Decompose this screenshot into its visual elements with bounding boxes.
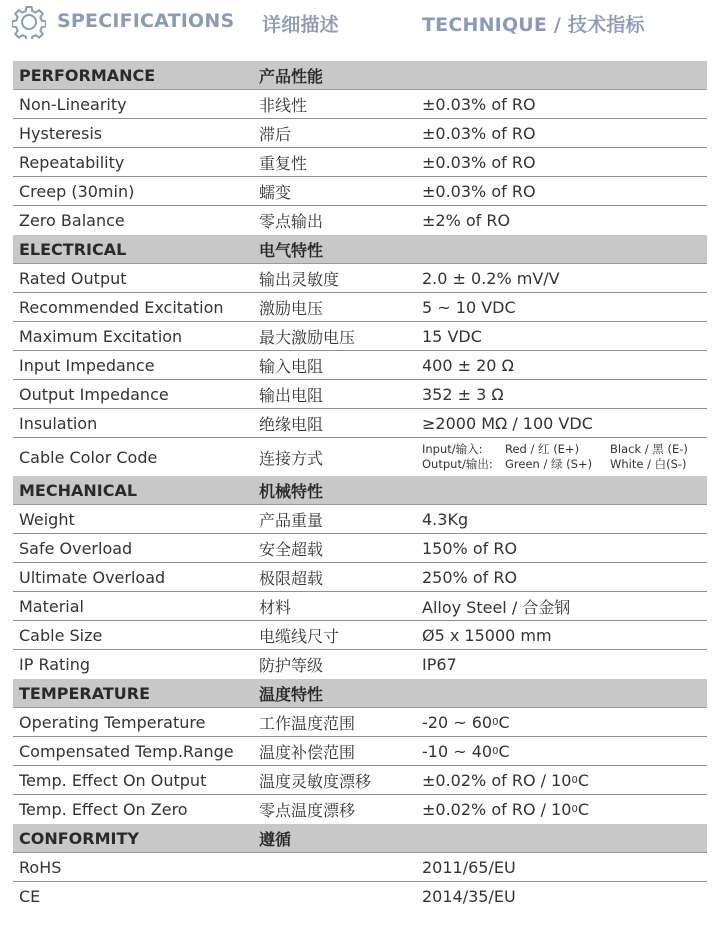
param-name: Output Impedance: [19, 384, 169, 404]
table-row: [13, 882, 707, 911]
section-header-mechanical: [13, 476, 707, 505]
param-name: Ultimate Overload: [19, 567, 166, 587]
param-value: 4.3Kg: [422, 509, 469, 529]
param-name: Input Impedance: [19, 355, 155, 375]
param-name: Temp. Effect On Output: [19, 770, 207, 790]
table-row: [13, 737, 707, 766]
section-header-conformity: [13, 824, 707, 853]
table-row: [13, 766, 707, 795]
param-value: ±0.03% of RO: [422, 152, 536, 172]
title-specifications-cn: 详细描述: [262, 14, 339, 36]
param-name-cn: 最大激励电压: [259, 327, 356, 347]
param-name-cn: 蠕变: [259, 182, 292, 202]
table-row: [13, 380, 707, 409]
section-label: ELECTRICAL: [19, 239, 127, 259]
param-name: Weight: [19, 509, 75, 529]
table-row: [13, 621, 707, 650]
param-value: -20 ~ 60 0 C: [422, 712, 510, 732]
table-row: [13, 264, 707, 293]
param-name: Operating Temperature: [19, 712, 206, 732]
section-label-cn: 机械特性: [259, 481, 324, 501]
param-name: IP Rating: [19, 655, 91, 674]
param-name-cn: 材料: [259, 597, 292, 617]
cable-output-label: Output/输出:: [422, 457, 493, 471]
param-value: IP67: [422, 655, 457, 674]
param-value: 2.0 ± 0.2% mV/V: [422, 268, 560, 288]
title-technique: TECHNIQUE / 技术指标: [422, 14, 645, 36]
param-name: Hysteresis: [19, 123, 103, 143]
section-label-cn: 电气特性: [259, 240, 324, 260]
param-name-cn: 产品重量: [259, 510, 324, 530]
cable-output-negative: White / 白(S-): [610, 457, 687, 471]
param-value: ±0.03% of RO: [422, 94, 536, 114]
param-name: Cable Color Code: [19, 447, 158, 467]
cable-input-label: Input/输入:: [422, 442, 483, 456]
cable-input-negative: Black / 黑 (E-): [610, 442, 688, 456]
table-row: [13, 592, 707, 621]
table-row: [13, 351, 707, 380]
table-row: [13, 409, 707, 438]
param-name-cn: 电缆线尺寸: [259, 626, 340, 646]
table-row: [13, 505, 707, 534]
param-name: Recommended Excitation: [19, 297, 224, 317]
param-name: Creep (30min): [19, 181, 135, 201]
spec-table: [13, 61, 707, 911]
param-name-cn: 零点输出: [259, 212, 324, 231]
cable-color-code: [422, 442, 707, 472]
param-name: Material: [19, 596, 84, 616]
param-name: Repeatability: [19, 152, 125, 172]
table-row: [13, 534, 707, 563]
table-row: [13, 563, 707, 592]
table-row: [13, 119, 707, 148]
param-name: Temp. Effect On Zero: [19, 800, 188, 819]
param-value: 150% of RO: [422, 538, 518, 558]
param-value: Ø5 x 15000 mm: [422, 625, 552, 645]
param-value: 250% of RO: [422, 567, 518, 587]
gear-icon: [12, 5, 46, 39]
table-row-cable-color: [13, 438, 707, 476]
title-specifications: SPECIFICATIONS: [57, 10, 235, 32]
param-name: Non-Linearity: [19, 94, 127, 114]
table-row: [13, 322, 707, 351]
section-label: MECHANICAL: [19, 480, 138, 500]
table-row: [13, 650, 707, 679]
param-value: Alloy Steel / 合金钢: [422, 597, 571, 617]
section-header-temperature: [13, 679, 707, 708]
param-name: Insulation: [19, 413, 98, 433]
section-label: CONFORMITY: [19, 828, 139, 848]
param-name: Zero Balance: [19, 211, 125, 230]
param-value: 15 VDC: [422, 326, 482, 346]
param-name-cn: 防护等级: [259, 656, 324, 675]
cable-input-line: [422, 442, 707, 457]
section-label-cn: 产品性能: [259, 66, 324, 86]
param-name-cn: 激励电压: [259, 298, 324, 318]
param-name: Safe Overload: [19, 538, 133, 558]
param-name: Compensated Temp.Range: [19, 741, 234, 761]
param-name-cn: 输出电阻: [259, 385, 324, 405]
cable-input-positive: Red / 红 (E+): [505, 442, 580, 456]
section-label: PERFORMANCE: [19, 65, 156, 85]
section-header-performance: [13, 61, 707, 90]
param-value: 2014/35/EU: [422, 887, 516, 906]
param-value: ≥2000 MΩ / 100 VDC: [422, 413, 593, 433]
param-value: ±0.02% of RO / 10 0 C: [422, 800, 590, 819]
param-name-cn: 极限超载: [259, 568, 324, 588]
table-row: [13, 90, 707, 119]
param-value: ±0.03% of RO: [422, 123, 536, 143]
param-name-cn: 重复性: [259, 153, 308, 173]
param-name: CE: [19, 887, 41, 906]
param-value: -10 ~ 40 0 C: [422, 741, 510, 761]
table-row: [13, 853, 707, 882]
param-name-cn: 输出灵敏度: [259, 269, 340, 289]
param-name: Cable Size: [19, 625, 103, 645]
param-name-cn: 零点温度漂移: [259, 801, 356, 820]
param-name-cn: 绝缘电阻: [259, 414, 324, 434]
param-value: 400 ± 20 Ω: [422, 355, 514, 375]
table-row: [13, 293, 707, 322]
cable-output-positive: Green / 绿 (S+): [505, 457, 593, 471]
table-row: [13, 206, 707, 235]
param-name-cn: 温度灵敏度漂移: [259, 771, 372, 791]
section-header-electrical: [13, 235, 707, 264]
param-value: 5 ~ 10 VDC: [422, 297, 516, 317]
page-header: [0, 0, 724, 44]
param-name: Rated Output: [19, 268, 127, 288]
param-name: RoHS: [19, 857, 62, 877]
param-name-cn: 安全超载: [259, 539, 324, 559]
section-label-cn: 温度特性: [259, 684, 324, 704]
param-value: ±2% of RO: [422, 211, 511, 230]
table-row: [13, 148, 707, 177]
table-row: [13, 177, 707, 206]
param-name-cn: 连接方式: [259, 448, 324, 468]
table-row: [13, 708, 707, 737]
cable-output-line: [422, 457, 707, 472]
param-value: 352 ± 3 Ω: [422, 384, 504, 404]
param-name-cn: 温度补偿范围: [259, 742, 356, 762]
param-value: ±0.02% of RO / 10 0 C: [422, 770, 590, 790]
param-name-cn: 输入电阻: [259, 356, 324, 376]
param-name-cn: 工作温度范围: [259, 713, 356, 733]
section-label: TEMPERATURE: [19, 683, 151, 703]
section-label-cn: 遵循: [259, 829, 292, 849]
param-value: 2011/65/EU: [422, 857, 516, 877]
table-row: [13, 795, 707, 824]
param-value: ±0.03% of RO: [422, 181, 536, 201]
param-name: Maximum Excitation: [19, 326, 183, 346]
param-name-cn: 非线性: [259, 95, 308, 115]
param-name-cn: 滞后: [259, 124, 292, 144]
